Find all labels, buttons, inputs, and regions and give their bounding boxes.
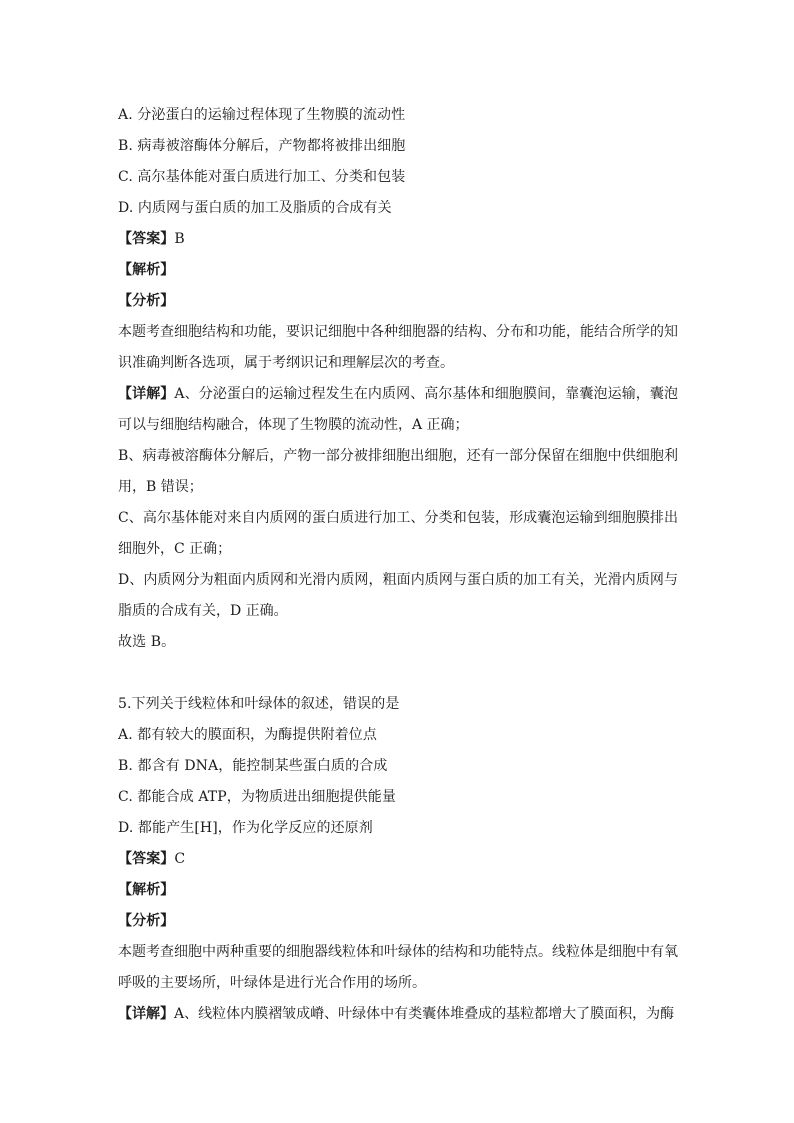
q5-fenxi-heading: 【分析】 <box>118 913 175 929</box>
q4-fenxi-text: 本题考查细胞结构和功能，要识记细胞中各种细胞器的结构、分布和功能，能结合所学的知识准确判断各选项，属于考纲识记和理解层次的考查。 <box>118 324 678 371</box>
q5-option-a: A. 都有较大的膜面积，为酶提供附着位点 <box>118 727 378 743</box>
q4-answer-tag: 【答案】 <box>118 231 175 247</box>
q5-answer <box>118 844 678 875</box>
q4-detail-a <box>118 379 678 441</box>
q4-conclusion: 故选 B。 <box>118 634 176 650</box>
q5-fenxi-text: 本题考查细胞中两种重要的细胞器线粒体和叶绿体的结构和功能特点。线粒体是细胞中有氧呼吸的主要场所，叶绿体是进行光合作用的场所。 <box>118 944 678 991</box>
q5-stem: 5.下列关于线粒体和叶绿体的叙述，错误的是 <box>118 696 400 712</box>
q5-answer-tag: 【答案】 <box>118 851 175 867</box>
q4-detail-b: B、病毒被溶酶体分解后，产物一部分被排细胞出细胞，还有一部分保留在细胞中供细胞利用，B 错误； <box>118 448 678 495</box>
q4-option-b: B. 病毒被溶酶体分解后，产物都将被排出细胞 <box>118 138 406 154</box>
q5-answer-value: C <box>174 851 186 867</box>
q4-fenxi-heading: 【分析】 <box>118 293 175 309</box>
q5-option-b: B. 都含有 DNA，能控制某些蛋白质的合成 <box>118 758 388 774</box>
q4-answer-value: B <box>174 231 185 247</box>
q5-detail-a-text: A、线粒体内膜褶皱成嵴、叶绿体中有类囊体堆叠成的基粒都增大了膜面积，为酶 <box>174 1006 675 1022</box>
q4-detail-d: D、内质网分为粗面内质网和光滑内质网，粗面内质网与蛋白质的加工有关，光滑内质网与脂质的合成有关，D 正确。 <box>118 572 678 619</box>
q4-detail-a-text: A、分泌蛋白的运输过程发生在内质网、高尔基体和细胞膜间，靠囊泡运输，囊泡可以与细胞结构融合，体现了生物膜的流动性，A 正确； <box>118 386 679 433</box>
q4-detail-c: C、高尔基体能对来自内质网的蛋白质进行加工、分类和包装，形成囊泡运输到细胞膜排出细胞外，C 正确； <box>118 510 678 557</box>
q5-option-c: C. 都能合成 ATP，为物质进出细胞提供能量 <box>118 789 396 805</box>
q4-option-c: C. 高尔基体能对蛋白质进行加工、分类和包装 <box>118 169 406 185</box>
q5-analysis-heading: 【解析】 <box>118 882 175 898</box>
q4-option-d: D. 内质网与蛋白质的加工及脂质的合成有关 <box>118 200 392 216</box>
q5-detail-a <box>118 999 678 1030</box>
document-page <box>118 100 678 1030</box>
q5-detail-tag: 【详解】 <box>118 1006 174 1022</box>
q4-detail-tag: 【详解】 <box>118 386 175 402</box>
q4-option-a: A. 分泌蛋白的运输过程体现了生物膜的流动性 <box>118 107 406 123</box>
q4-answer <box>118 224 678 255</box>
q4-analysis-heading: 【解析】 <box>118 262 175 278</box>
question-gap <box>118 658 678 689</box>
q5-option-d: D. 都能产生[H]，作为化学反应的还原剂 <box>118 820 373 836</box>
